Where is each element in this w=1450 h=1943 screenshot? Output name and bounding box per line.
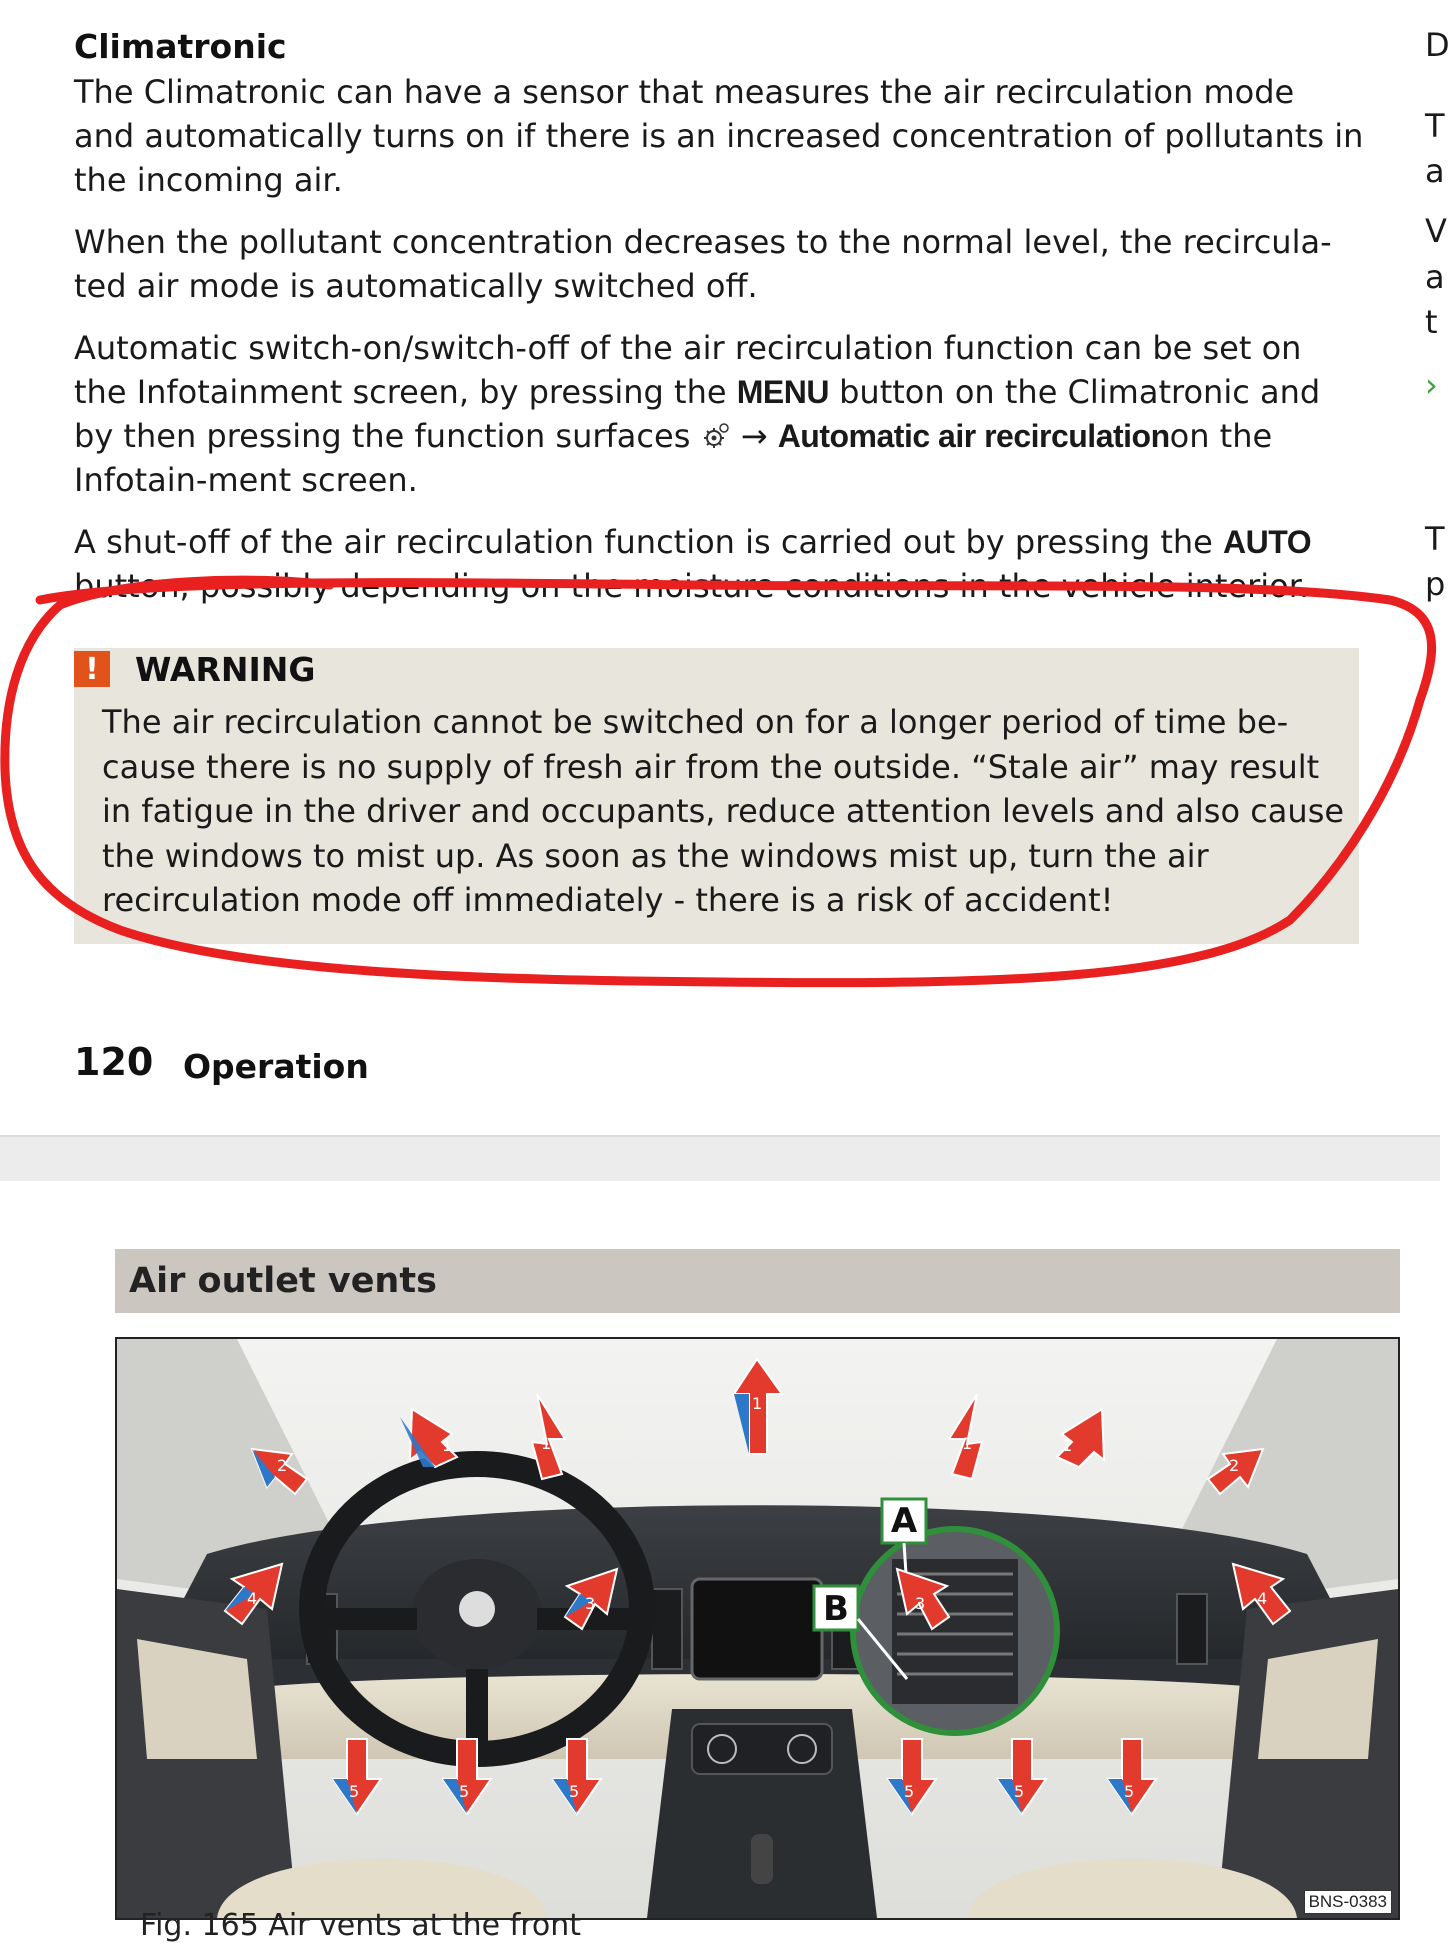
vent-number-5: 5 (1014, 1782, 1025, 1801)
arrow-vent-2-left (252, 1449, 307, 1494)
arrow-vent-4-left (225, 1564, 282, 1624)
page-separator (0, 1135, 1440, 1183)
p3-text-b: button on the Climatronic and by then pressing the function surfaces (74, 373, 1321, 455)
edge-letter: p (1425, 565, 1446, 603)
arrow-vent-1 (400, 1409, 457, 1467)
figure-code: BNS-0383 (1304, 1890, 1392, 1914)
vent-number-5: 5 (1124, 1782, 1135, 1801)
vent-number-1: 1 (962, 1434, 973, 1453)
warning-icon: ! (74, 651, 110, 687)
page-number: 120 (74, 1040, 154, 1084)
vent-number-5: 5 (904, 1782, 915, 1801)
arrow-vent-1c (734, 1359, 782, 1454)
warning-box (74, 648, 1359, 944)
vents-heading (115, 1249, 1400, 1313)
adjacent-column-edge (1425, 0, 1450, 603)
edge-letter: t (1425, 303, 1438, 341)
callout-a-label: A (890, 1501, 918, 1541)
arrow-vent-1e (1057, 1409, 1104, 1467)
callout-b-label: B (823, 1589, 849, 1629)
air-vents-figure (115, 1337, 1400, 1920)
vent-number-1: 1 (442, 1436, 453, 1455)
clipped-line (74, 564, 1364, 605)
vent-number-1: 1 (752, 1394, 763, 1413)
text-column (74, 24, 1364, 605)
vent-number-2: 2 (277, 1456, 288, 1475)
vent-number-5: 5 (459, 1782, 470, 1801)
manual-page-bottom (0, 1181, 1440, 1943)
vent-number-1: 1 (541, 1434, 552, 1453)
figure-caption: Fig. 165 Air vents at the front (140, 1908, 582, 1943)
vents-heading-text: Air outlet vents (129, 1261, 437, 1301)
warning-title: WARNING (135, 649, 316, 689)
edge-letter: D (1425, 26, 1450, 64)
edge-letter: T (1425, 107, 1445, 145)
vent-number-1: 1 (1062, 1436, 1073, 1455)
arrow-vent-2-right (1208, 1449, 1263, 1494)
edge-letter: a (1425, 258, 1445, 296)
p3-text-c: on the Infotain-ment screen. (74, 417, 1273, 499)
gear-icon (701, 421, 731, 451)
menu-keyword: MENU (736, 374, 829, 410)
paragraph-3 (74, 326, 1364, 502)
vent-number-5: 5 (349, 1782, 360, 1801)
vent-number-4: 4 (247, 1589, 258, 1608)
edge-letter: a (1425, 152, 1445, 190)
p3-text-a: Automatic switch-on/switch-off of the air recirculation function can be set on the Infotainment screen, by pressing the (74, 329, 1302, 411)
arrow-vent-4-right (1233, 1564, 1290, 1624)
vent-number-5: 5 (569, 1782, 580, 1801)
section-title: Climatronic (74, 27, 287, 66)
arrow-vent-1d (949, 1394, 982, 1479)
footer-section: Operation (183, 1047, 369, 1086)
paragraph-4 (74, 520, 1364, 564)
warning-text: The air recirculation cannot be switched on for a longer period of time be-cause there is no supply of fresh air from the outside. “Stale air” may result in fatigue in the driver and occupants, reduce attention levels and also cause the windows to mist up. As soon as the windows mist up, turn the air recirculation mode off immediately - there is a risk of accident! (102, 703, 1345, 919)
edge-letter: V (1425, 212, 1447, 250)
auto-keyword: AUTO (1223, 524, 1312, 560)
arrow-vent-5-row (333, 1739, 1156, 1814)
edge-letter: T (1425, 520, 1445, 558)
edge-letter: › (1425, 366, 1438, 404)
vent-number-2: 2 (1229, 1456, 1240, 1475)
vent-number-3: 3 (915, 1594, 926, 1613)
warning-header (74, 648, 315, 690)
vent-arrows (117, 1339, 1398, 1918)
paragraph-1: The Climatronic can have a sensor that measures the air recirculation mode and automatically turns on if there is an increased concentration of pollutants in the incoming air. (74, 73, 1364, 199)
arrow-vent-1b (532, 1394, 565, 1479)
arrow-symbol: → (730, 417, 778, 455)
vent-number-3: 3 (585, 1594, 596, 1613)
arrow-vent-3-left (565, 1569, 617, 1629)
arrow-vent-3-right (897, 1569, 949, 1629)
automatic-recirculation-keyword: Automatic air recirculation (777, 418, 1170, 454)
paragraph-4-continued: button, possibly depending on the moisture conditions in the vehicle interior. (74, 567, 1310, 605)
vent-number-4: 4 (1257, 1589, 1268, 1608)
paragraph-2: When the pollutant concentration decreases to the normal level, the recircula-ted air mode is automatically switched off. (74, 223, 1332, 305)
p4-text-a: A shut-off of the air recirculation function is carried out by pressing the (74, 523, 1224, 561)
